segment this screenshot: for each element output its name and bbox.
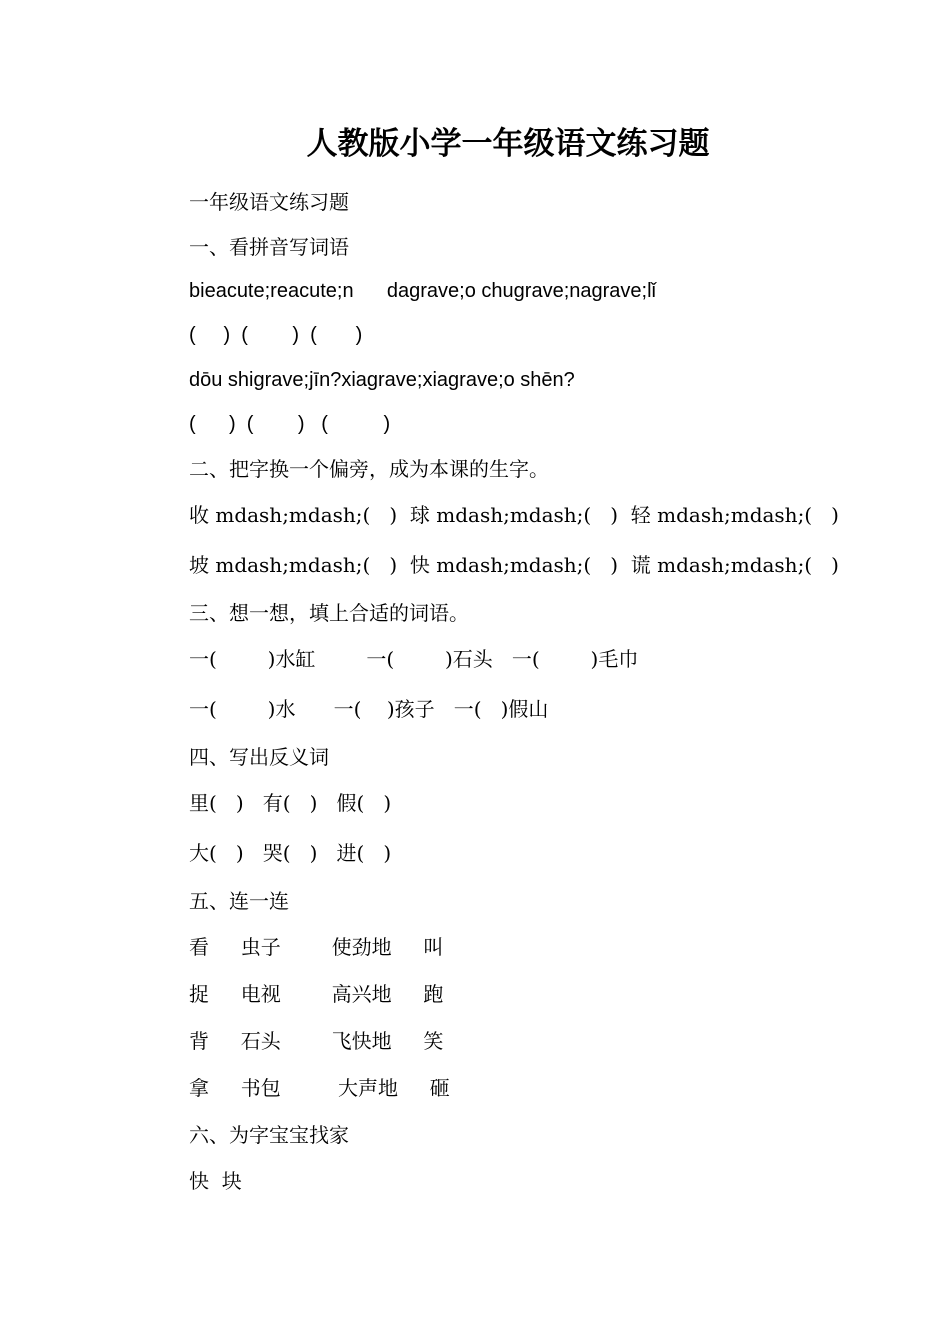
section-1-pinyin-line-2: dōu shigrave;jīn?xiagrave;xiagrave;o shēn? [189,369,575,391]
section-3-row-2: 一( )水 一( )孩子 一( )假山 [189,697,549,721]
document-subtitle: 一年级语文练习题 [189,190,349,214]
section-2-row-2: 坡 mdash;mdash;( ) 快 mdash;mdash;( ) 谎 mdash;mdash;( ) [189,553,839,577]
section-5-row: 捉 电视 高兴地 跑 [189,982,444,1006]
section-3-row-1: 一( )水缸 一( )石头 一( )毛巾 [189,647,639,671]
section-1-heading: 一、看拼音写词语 [189,235,349,259]
section-1-blanks-line-1: ( ) ( ) ( ) [189,324,363,346]
page-title: 人教版小学一年级语文练习题 [306,126,710,162]
section-1-pinyin-line-1: bieacute;reacute;n dagrave;o chugrave;nagrave;lǐ [189,280,656,302]
section-4-row-2: 大( ) 哭( ) 进( ) [189,841,392,865]
section-5-heading: 五、连一连 [189,889,289,913]
section-2-row-1: 收 mdash;mdash;( ) 球 mdash;mdash;( ) 轻 mdash;mdash;( ) [189,503,839,527]
section-2-heading: 二、把字换一个偏旁，成为本课的生字。 [189,457,549,481]
section-6-row-1: 快 块 [189,1169,242,1193]
section-4-row-1: 里( ) 有( ) 假( ) [189,791,392,815]
section-6-heading: 六、为字宝宝找家 [189,1123,349,1147]
section-5-row: 背 石头 飞快地 笑 [189,1029,444,1053]
section-1-blanks-line-2: ( ) ( ) ( ) [189,413,391,435]
section-5-row: 拿 书包 大声地 砸 [189,1076,450,1100]
section-3-heading: 三、想一想，填上合适的词语。 [189,601,469,625]
section-4-heading: 四、写出反义词 [189,745,329,769]
section-5-row: 看 虫子 使劲地 叫 [189,935,444,959]
